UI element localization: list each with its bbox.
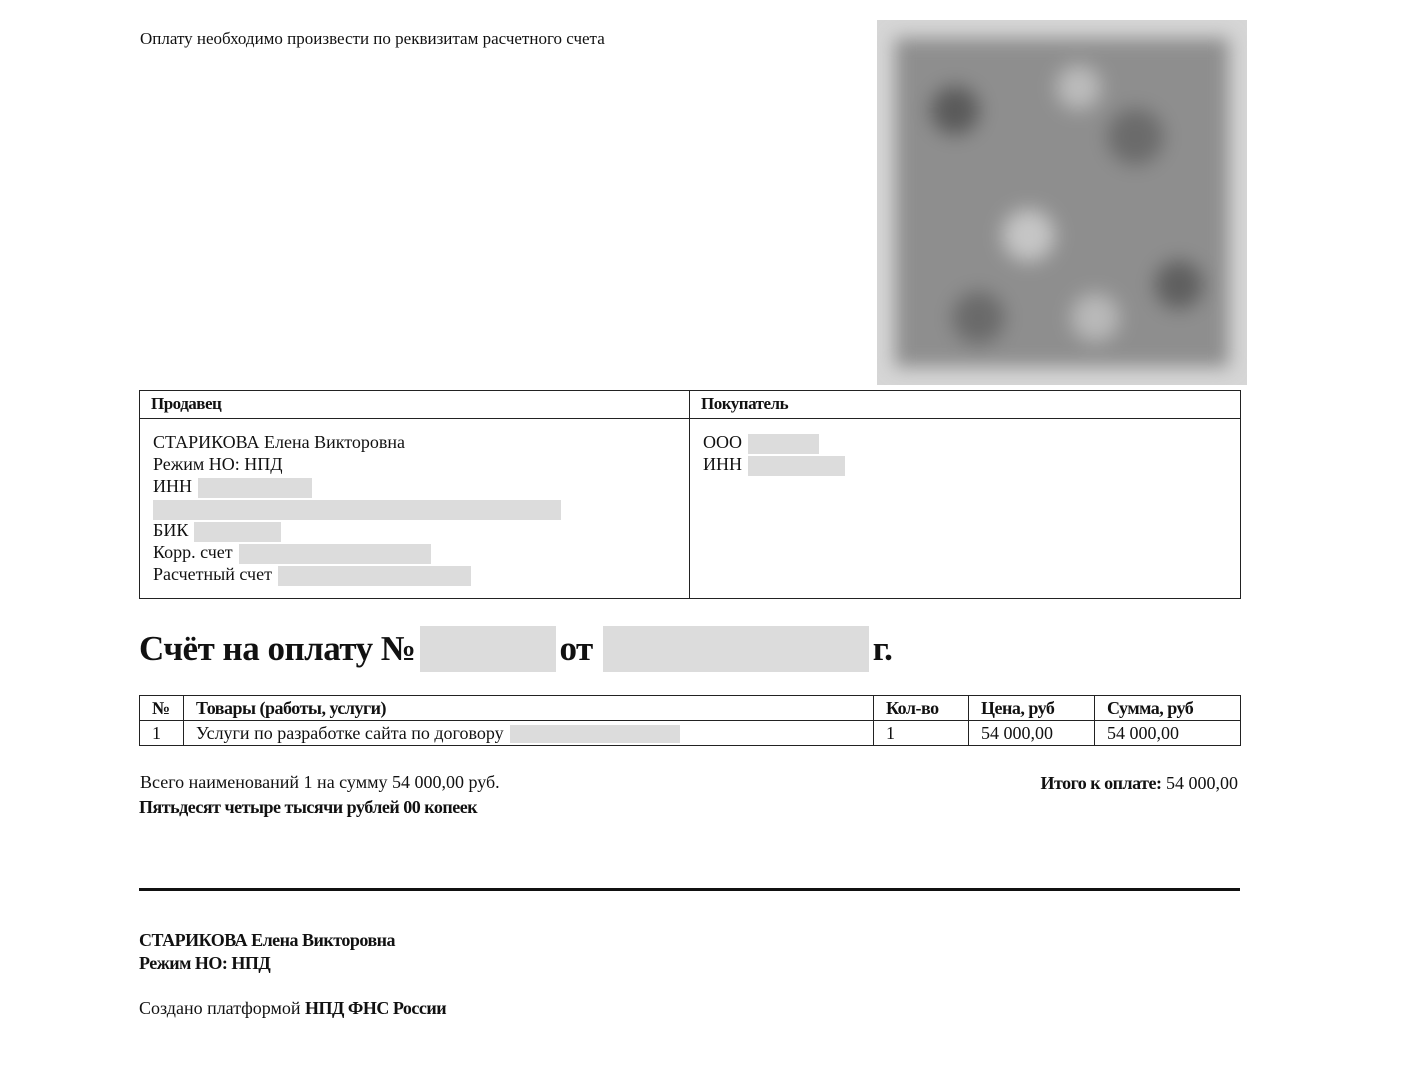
seller-header: Продавец xyxy=(140,391,690,419)
invoice-from-label: от xyxy=(559,629,593,668)
row-description: Услуги по разработке сайта по договору xyxy=(196,722,504,743)
redacted-inn xyxy=(198,478,312,498)
seller-corr-row xyxy=(153,541,676,563)
col-qty-header: Кол-во xyxy=(874,696,969,721)
row-number: 1 xyxy=(140,721,184,746)
invoice-suffix: г. xyxy=(872,629,893,668)
divider xyxy=(139,888,1240,891)
buyer-org-label: ООО xyxy=(703,432,742,452)
buyer-inn-row xyxy=(703,453,1227,475)
total-due-label: Итого к оплате: xyxy=(1040,773,1162,793)
seller-account-label: Расчетный счет xyxy=(153,564,272,584)
redacted-bik xyxy=(194,522,281,542)
created-prefix: Создано платформой xyxy=(139,998,301,1018)
created-by-footer xyxy=(139,998,446,1019)
redacted-corr-account xyxy=(239,544,431,564)
row-qty: 1 xyxy=(874,721,969,746)
redacted-account xyxy=(278,566,471,586)
row-sum: 54 000,00 xyxy=(1095,721,1241,746)
redacted-buyer-inn xyxy=(748,456,845,476)
seller-name: СТАРИКОВА Елена Викторовна xyxy=(153,432,406,452)
buyer-details xyxy=(690,419,1241,599)
platform-name: НПД ФНС России xyxy=(305,998,447,1018)
redacted-bank-name xyxy=(153,500,561,520)
signature-regime: Режим НО: НПД xyxy=(139,953,271,973)
redacted-contract-number xyxy=(510,725,680,743)
row-price: 54 000,00 xyxy=(969,721,1095,746)
invoice-title xyxy=(139,626,892,672)
buyer-header: Покупатель xyxy=(690,391,1241,419)
seller-inn-label: ИНН xyxy=(153,476,192,496)
redacted-org-name xyxy=(748,434,819,454)
seller-bik-label: БИК xyxy=(153,520,189,540)
row-description-cell xyxy=(184,721,874,746)
col-price-header: Цена, руб xyxy=(969,696,1095,721)
seller-corr-label: Корр. счет xyxy=(153,542,233,562)
col-number-header: № xyxy=(140,696,184,721)
items-table xyxy=(139,695,1241,746)
total-due-value: 54 000,00 xyxy=(1166,773,1238,793)
seller-inn-row xyxy=(153,475,676,497)
payment-instruction: Оплату необходимо произвести по реквизитам расчетного счета xyxy=(140,29,605,48)
invoice-title-prefix: Счёт на оплату № xyxy=(139,629,416,668)
signature-name: СТАРИКОВА Елена Викторовна xyxy=(139,930,396,950)
qr-code-icon xyxy=(877,20,1247,385)
seller-bik-row xyxy=(153,519,676,541)
items-summary: Всего наименований 1 на сумму 54 000,00 руб. xyxy=(140,772,500,792)
qr-code-blur xyxy=(895,38,1229,367)
total-due xyxy=(1040,773,1238,794)
table-row xyxy=(140,721,1241,746)
seller-bank-row xyxy=(153,497,676,519)
seller-regime: Режим НО: НПД xyxy=(153,454,283,474)
parties-table xyxy=(139,390,1241,599)
seller-details xyxy=(140,419,690,599)
redacted-invoice-number xyxy=(420,626,556,672)
redacted-invoice-date xyxy=(603,626,869,672)
items-header-row xyxy=(140,696,1241,721)
buyer-inn-label: ИНН xyxy=(703,454,742,474)
amount-in-words: Пятьдесят четыре тысячи рублей 00 копеек xyxy=(139,797,478,817)
col-description-header: Товары (работы, услуги) xyxy=(184,696,874,721)
col-sum-header: Сумма, руб xyxy=(1095,696,1241,721)
seller-account-row xyxy=(153,563,676,585)
buyer-org-row xyxy=(703,431,1227,453)
